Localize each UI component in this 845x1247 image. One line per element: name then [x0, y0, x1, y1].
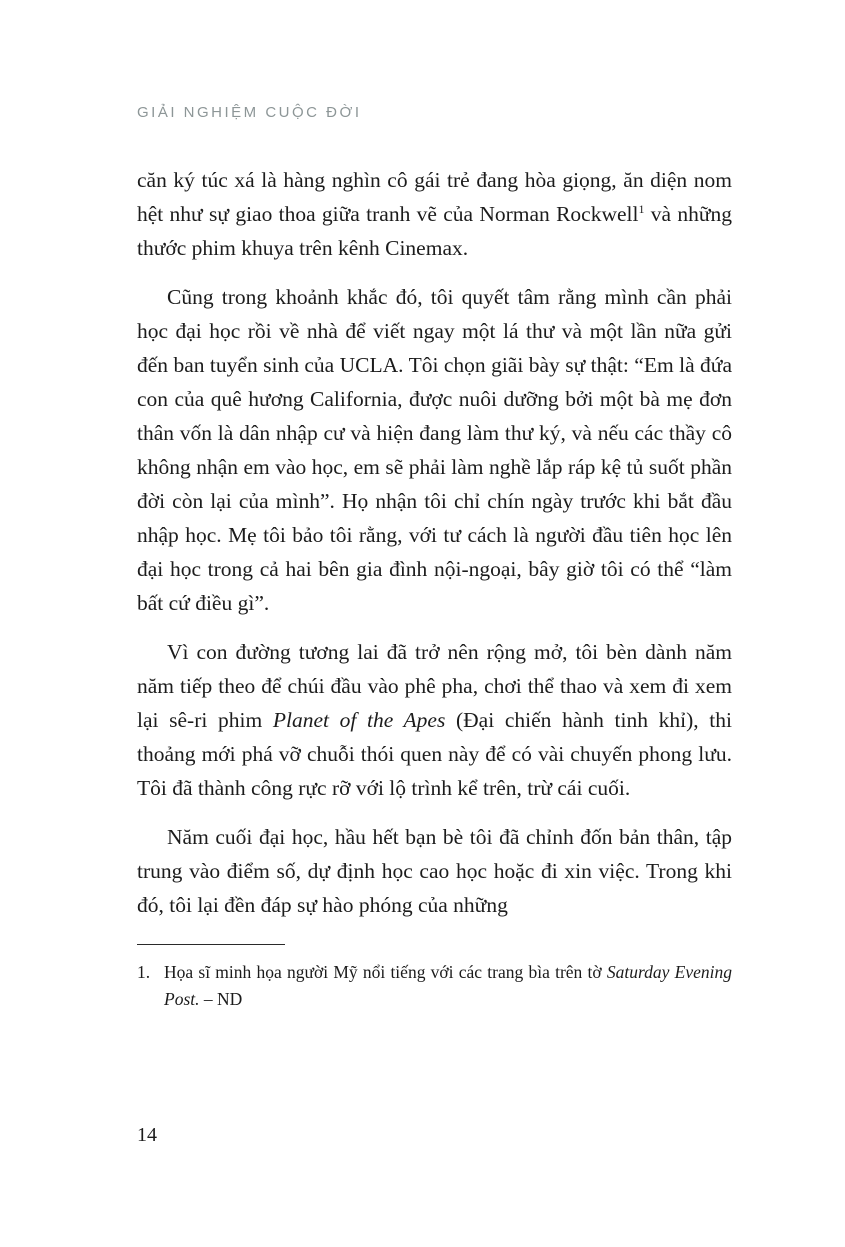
paragraph — [137, 635, 732, 805]
footnote-text — [164, 962, 732, 1009]
footnote-area — [137, 944, 732, 1013]
footnote-reference: 1 — [638, 201, 645, 216]
footnote — [137, 959, 732, 1013]
text-run: Saturday Evening Post. — [164, 962, 732, 1009]
footnote-marker: 1. — [137, 962, 151, 982]
paragraph — [137, 280, 732, 620]
text-run: (Đại chiến hành tinh khỉ), thi thoảng mới phá vỡ chuỗi thói quen này để có vài chuyến phong lưu. Tôi đã thành công rực rỡ với lộ trình kể trên, trừ cái cuối. — [137, 708, 732, 800]
body-text — [137, 163, 732, 922]
page-number: 14 — [137, 1124, 157, 1146]
text-run: Họa sĩ minh họa người Mỹ nổi tiếng với các trang bìa trên tờ — [164, 962, 607, 982]
text-run: căn ký túc xá là hàng nghìn cô gái trẻ đang hòa giọng, ăn diện nom hệt như sự giao thoa giữa tranh vẽ của Norman Rockwell — [137, 168, 732, 226]
running-header: GIẢI NGHIỆM CUỘC ĐỜI — [137, 104, 362, 121]
text-run: Planet of the Apes — [272, 708, 446, 732]
text-run: và những thước phim khuya trên kênh Cinemax. — [137, 202, 732, 260]
text-run: – ND — [199, 989, 243, 1009]
text-run: Năm cuối đại học, hầu hết bạn bè tôi đã chỉnh đốn bản thân, tập trung vào điểm số, dự định học cao học hoặc đi xin việc. Trong khi đó, tôi lại đền đáp sự hào phóng của những — [137, 825, 732, 917]
footnote-separator — [137, 944, 285, 945]
paragraph — [137, 163, 732, 265]
text-run: Vì con đường tương lai đã trở nên rộng mở, tôi bèn dành năm năm tiếp theo để chúi đầu vào phê pha, chơi thể thao và xem đi xem lại sê-ri phim — [137, 640, 732, 732]
text-run: Cũng trong khoảnh khắc đó, tôi quyết tâm rằng mình cần phải học đại học rồi về nhà để viết ngay một lá thư và một lần nữa gửi đến ban tuyển sinh của UCLA. Tôi chọn giãi bày sự thật: “Em là đứa con của quê hương California, được nuôi dưỡng bởi một bà mẹ đơn thân vốn là dân nhập cư và hiện đang làm thư ký, và nếu các thầy cô không nhận em vào học, em sẽ phải làm nghề lắp ráp kệ tủ suốt phần đời còn lại của mình”. Họ nhận tôi chỉ chín ngày trước khi bắt đầu nhập học. Mẹ tôi bảo tôi rằng, với tư cách là người đầu tiên học lên đại học trong cả hai bên gia đình nội-ngoại, bây giờ tôi có thể “làm bất cứ điều gì”. — [137, 285, 732, 615]
paragraph — [137, 820, 732, 922]
